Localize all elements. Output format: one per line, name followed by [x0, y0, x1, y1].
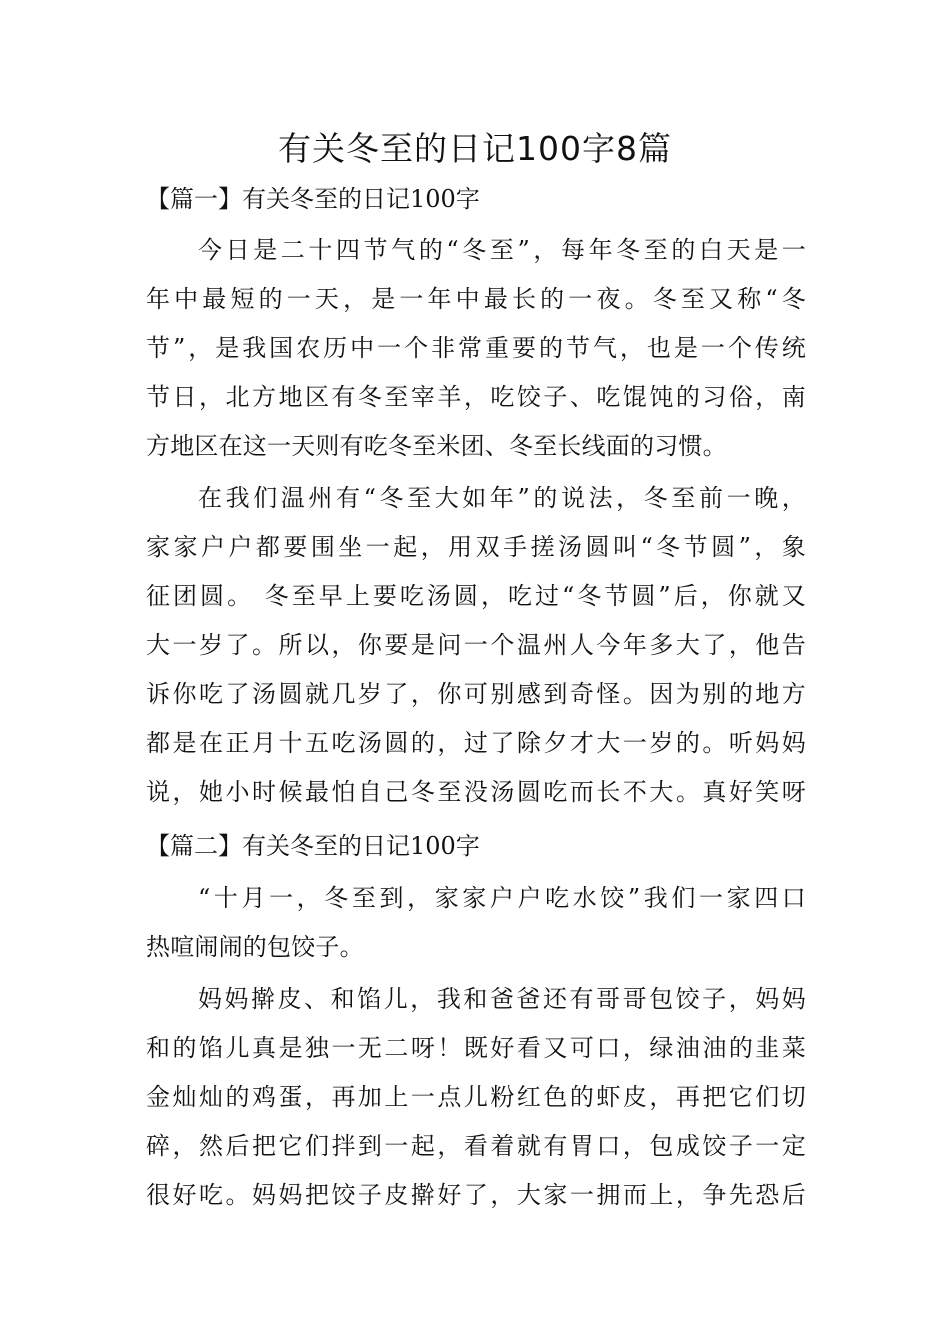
paragraph-line: 金灿灿的鸡蛋，再加上一点儿粉红色的虾皮，再把它们切: [146, 1083, 806, 1111]
paragraph-line: 节”，是我国农历中一个非常重要的节气，也是一个传统: [146, 334, 806, 362]
paragraph-line: 年中最短的一天，是一年中最长的一夜。冬至又称“冬: [146, 285, 806, 313]
paragraph-line: 在我们温州有“冬至大如年”的说法，冬至前一晚，: [198, 484, 806, 512]
paragraph-line: 热喧闹闹的包饺子。: [146, 933, 364, 961]
paragraph-line: 碎，然后把它们拌到一起，看着就有胃口，包成饺子一定: [146, 1132, 806, 1160]
paragraph-line: 节日，北方地区有冬至宰羊，吃饺子、吃馄饨的习俗，南: [146, 383, 806, 411]
section-heading-1: 【篇一】有关冬至的日记100字: [146, 185, 480, 213]
paragraph-line: 很好吃。妈妈把饺子皮擀好了，大家一拥而上，争先恐后: [146, 1181, 806, 1209]
paragraph-line: 说，她小时候最怕自己冬至没汤圆吃而长不大。真好笑呀: [146, 778, 806, 806]
paragraph-line: 都是在正月十五吃汤圆的，过了除夕才大一岁的。听妈妈: [146, 729, 806, 757]
paragraph-line: 诉你吃了汤圆就几岁了，你可别感到奇怪。因为别的地方: [146, 680, 806, 708]
paragraph-line: 大一岁了。所以，你要是问一个温州人今年多大了，他告: [146, 631, 806, 659]
paragraph-line: 今日是二十四节气的“冬至”，每年冬至的白天是一: [198, 236, 806, 264]
document-title: 有关冬至的日记100字8篇: [278, 129, 672, 168]
section-heading-2: 【篇二】有关冬至的日记100字: [146, 832, 480, 860]
paragraph-line: 和的馅儿真是独一无二呀！既好看又可口，绿油油的韭菜: [146, 1034, 806, 1062]
paragraph-line: 妈妈擀皮、和馅儿，我和爸爸还有哥哥包饺子，妈妈: [198, 985, 806, 1013]
paragraph-line: 方地区在这一天则有吃冬至米团、冬至长线面的习惯。: [146, 432, 727, 460]
paragraph-line: “十月一，冬至到，家家户户吃水饺”我们一家四口: [198, 884, 806, 912]
paragraph-line: 征团圆。 冬至早上要吃汤圆，吃过“冬节圆”后，你就又: [146, 582, 806, 610]
paragraph-line: 家家户户都要围坐一起，用双手搓汤圆叫“冬节圆”，象: [146, 533, 806, 561]
